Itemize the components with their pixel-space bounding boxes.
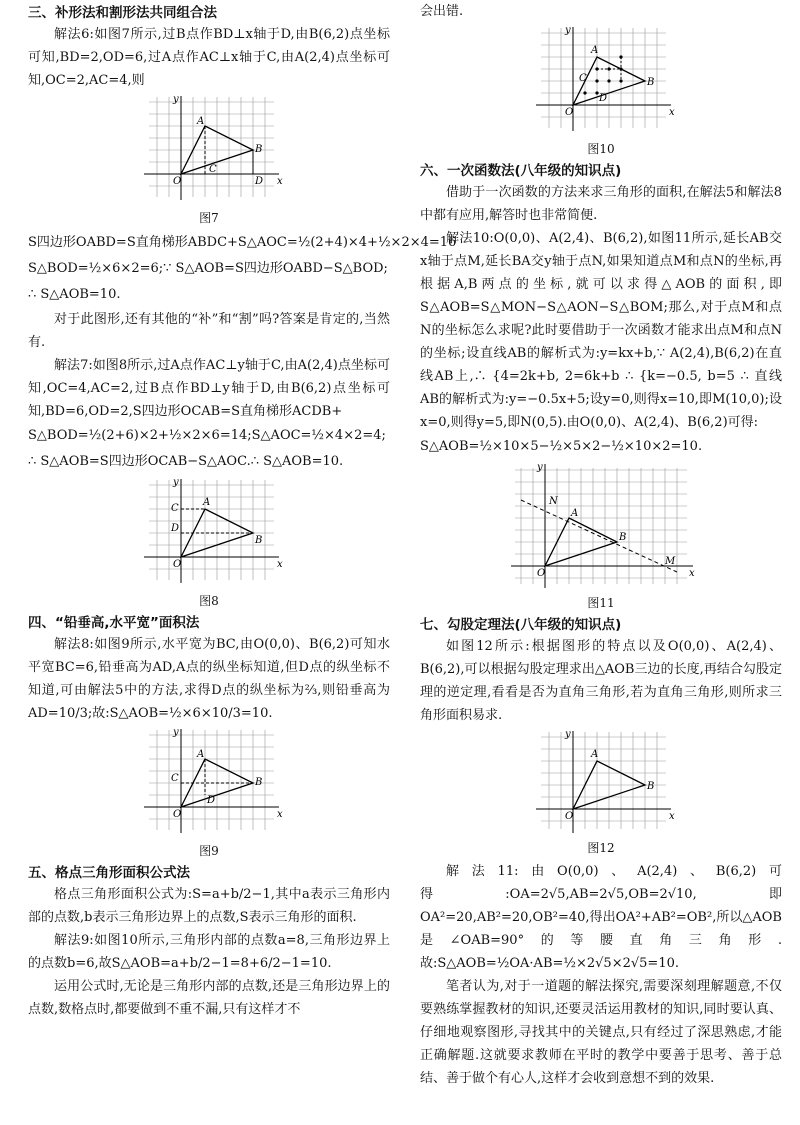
svg-text:C: C (209, 164, 217, 175)
svg-text:A: A (197, 116, 205, 127)
figure-8-caption: 图8 (199, 594, 219, 608)
svg-text:B: B (255, 777, 263, 788)
figure-9-caption: 图9 (199, 844, 219, 858)
svg-text:O: O (173, 176, 182, 187)
svg-text:N: N (549, 496, 558, 507)
svg-text:y: y (173, 94, 179, 105)
svg-text:A: A (591, 45, 599, 56)
formula-11: S△AOB=½×10×5−½×5×2−½×10×2=10. (420, 439, 703, 454)
svg-text:A: A (591, 749, 599, 760)
counting-note-text: 运用公式时,无论是三角形内部的点数,还是三角形边界上的点数,数格点时,都要做到不重不漏,只有这样才不 (28, 979, 390, 1017)
figure-12 (521, 727, 681, 837)
svg-text:B: B (255, 144, 263, 155)
svg-text:x: x (277, 559, 283, 570)
svg-text:D: D (207, 795, 216, 806)
section-3-title: 三、补形法和割形法共同组合法 (28, 5, 217, 21)
figure-7-caption: 图7 (199, 211, 219, 225)
svg-text:C: C (171, 503, 179, 514)
svg-text:B: B (619, 532, 627, 543)
section-5-title: 五、格点三角形面积公式法 (28, 865, 190, 881)
author-conclusion: 笔者认为,对于一道题的解法探究,需要深刻理解题意,不仅要熟练掌握教材的知识,还要灵活运用教材的知识,同时要认真、仔细地观察图形,寻找其中的关键点,只有经过了深思熟虑,才能正确解题.这就要求教师在平时的教学中要善于思考、善于总结、善于做个有心人,这样才会收到意想不到的效果. (420, 979, 782, 1086)
figure-7 (129, 92, 289, 207)
svg-text:x: x (277, 176, 283, 187)
formula-8b: ∴ S△AOB=S四边形OCAB−S△AOC.∴ S△AOB=10. (28, 454, 344, 469)
svg-text:O: O (565, 811, 574, 822)
more-methods-text: 对于此图形,还有其他的“补”和“割”吗?答案是肯定的,当然有. (28, 312, 390, 350)
section-7-title: 七、勾股定理法(八年级的知识点) (420, 617, 622, 633)
solution-8-text: 解法8:如图9所示,水平宽为BC,由O(0,0)、B(6,2)可知水平宽BC=6,铅垂高为AD,A点的纵坐标知道,但D点的纵坐标不知道,可由解法5中的方法,求得D点的纵坐标为⅔,则铅垂高为AD=10/3;故:S△AOB=½×6×10/3=10. (28, 637, 390, 721)
svg-text:y: y (173, 727, 179, 738)
formula-7c: ∴ S△AOB=10. (28, 287, 121, 302)
svg-text:x: x (669, 811, 675, 822)
figure-8 (129, 475, 289, 590)
svg-text:O: O (173, 809, 182, 820)
svg-text:C: C (579, 73, 587, 84)
svg-text:B: B (647, 77, 655, 88)
svg-text:O: O (565, 107, 574, 118)
figure-10 (521, 23, 681, 138)
svg-text:C: C (171, 773, 179, 784)
formula-7b: S△BOD=½×6×2=6;∵ S△AOB=S四边形OABD−S△BOD; (28, 261, 388, 276)
svg-text:D: D (255, 176, 264, 187)
figure-10-caption: 图10 (587, 142, 615, 156)
svg-text:B: B (255, 535, 263, 546)
solution-7-text: 解法7:如图8所示,过A点作AC⊥y轴于C,由A(2,4)点坐标可知,OC=4,AC=2,过B点作BD⊥y轴于D,由B(6,2)点坐标可知,BD=6,OD=2,S四边形OCAB=S直角梯形ACDB+ (28, 358, 390, 419)
solution-10-text: 解法10:O(0,0)、A(2,4)、B(6,2),如图11所示,延长AB交x轴于点M,延长BA交y轴于点N,如果知道点M和点N的坐标,再根据A,B两点的坐标,就可以求得△AOB的面积,即S△AOB=S△MON−S△AON−S△BOM;那么,对于点M和点N的坐标怎么求呢?此时要借助于一次函数才能求出点M和点N的坐标;设直线AB的解析式为:y=kx+b,∵ A(2,4),B(6,2)在直线AB上,∴ {4=2k+b, 2=6k+b ∴ {k=−0.5, b=5 ∴ 直线AB的解析式为:y=−0.5x+5;设y=0,则得x=10,即M(10,0);设x=0,则得y=5,即N(0,5).由O(0,0)、A(2,4)、B(6,2)可得: (420, 231, 782, 430)
svg-text:B: B (647, 781, 655, 792)
linear-function-intro: 借助于一次函数的方法来求三角形的面积,在解法5和解法8中都有应用,解答时也非常简便. (420, 185, 782, 223)
svg-text:D: D (171, 523, 180, 534)
svg-text:y: y (173, 477, 179, 488)
svg-text:O: O (173, 559, 182, 570)
figure-12-caption: 图12 (587, 841, 615, 855)
svg-text:A: A (197, 749, 205, 760)
figure-11-caption: 图11 (587, 596, 615, 610)
svg-text:x: x (277, 809, 283, 820)
svg-text:x: x (689, 568, 695, 579)
svg-text:M: M (665, 556, 676, 567)
lattice-formula-text: 格点三角形面积公式为:S=a+b/2−1,其中a表示三角形内部的点数,b表示三角形边界上的点数,S表示三角形的面积. (28, 887, 390, 925)
pythagoras-intro: 如图12所示:根据图形的特点以及O(0,0)、A(2,4)、B(6,2),可以根据勾股定理求出△AOB三边的长度,再结合勾股定理的逆定理,看看是否为直角三角形,若为直角三角形,则所求三角形面积易求. (420, 639, 782, 723)
svg-text:y: y (537, 462, 543, 473)
formula-8a: S△BOD=½(2+6)×2+½×2×6=14;S△AOC=½×4×2=4; (28, 428, 386, 443)
svg-text:A: A (203, 497, 211, 508)
right-column (420, 0, 782, 1090)
formula-7a: S四边形OABD=S直角梯形ABDC+S△AOC=½(2+4)×4+½×2×4=16 (28, 235, 457, 250)
svg-text:D: D (599, 93, 608, 104)
solution-6-text: 解法6:如图7所示,过B点作BD⊥x轴于D,由B(6,2)点坐标可知,BD=2,OD=6,过A点作AC⊥x轴于C,由A(2,4)点坐标可知,OC=2,AC=4,则 (28, 27, 390, 88)
solution-11-text: 解法11:由O(0,0)、A(2,4)、B(6,2)可得:OA=2√5,AB=2√5,OB=2√10,即OA²=20,AB²=20,OB²=40,得出OA²+AB²=OB²,所以△AOB是∠OAB=90°的等腰直角三角形.故:S△AOB=½OA·AB=½×2√5×2√5=10. (420, 864, 782, 971)
svg-text:A: A (571, 508, 579, 519)
continued-text: 会出错. (420, 4, 464, 19)
solution-9-text: 解法9:如图10所示,三角形内部的点数a=8,三角形边界上的点数b=6,故S△AOB=a+b/2−1=8+6/2−1=10. (28, 933, 390, 971)
figure-9 (129, 725, 289, 840)
svg-text:O: O (537, 568, 546, 579)
svg-text:x: x (669, 107, 675, 118)
section-6-title: 六、一次函数法(八年级的知识点) (420, 163, 622, 179)
section-4-title: 四、“铅垂高,水平宽”面积法 (28, 615, 200, 631)
svg-text:y: y (565, 25, 571, 36)
figure-11 (501, 460, 701, 592)
svg-text:y: y (565, 729, 571, 740)
